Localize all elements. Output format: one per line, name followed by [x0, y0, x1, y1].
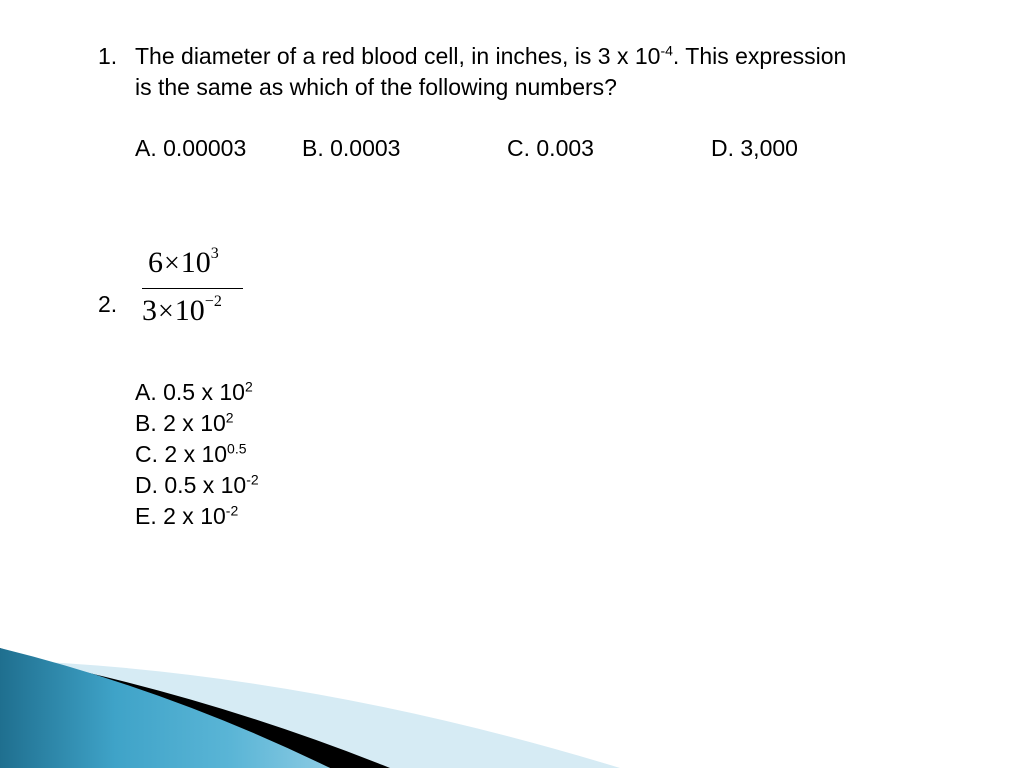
question-1-choice-d: D. 3,000	[711, 135, 798, 161]
question-1-line-2: is the same as which of the following numbers?	[135, 74, 617, 100]
numerator-coefficient: 6	[148, 246, 163, 279]
choice-e-exponent: -2	[225, 502, 239, 519]
choice-a-exponent: 2	[244, 378, 253, 395]
denominator-base: 10	[174, 294, 205, 327]
numerator-times-sign: ×	[164, 248, 180, 279]
choice-a-text: A. 0.5 x 10	[135, 379, 245, 405]
denominator-coefficient: 3	[142, 294, 157, 327]
question-1-choice-b: B. 0.0003	[302, 135, 401, 161]
denominator-exponent: −2	[204, 293, 222, 310]
choice-d-exponent: -2	[246, 471, 259, 488]
question-1-choice-c: C. 0.003	[507, 135, 594, 161]
choice-c-text: C. 2 x 10	[135, 441, 228, 467]
question-1-number: 1.	[98, 43, 118, 69]
question-1-choice-a: A. 0.00003	[135, 135, 247, 161]
numerator-exponent: 3	[210, 245, 219, 262]
choice-b-text: B. 2 x 10	[135, 410, 226, 436]
denominator-times-sign: ×	[158, 296, 174, 327]
question-2-number: 2.	[98, 291, 118, 317]
choice-d-text: D. 0.5 x 10	[135, 472, 247, 498]
question-1-line-1-start: The diameter of a red blood cell, in inches, is 3 x 10	[135, 43, 661, 69]
choice-c-exponent: 0.5	[227, 440, 247, 457]
question-1-line-1-end: . This expression	[672, 43, 847, 69]
choice-e-text: E. 2 x 10	[135, 503, 226, 529]
choice-b-exponent: 2	[225, 409, 234, 426]
question-1-exponent: -4	[660, 42, 673, 59]
numerator-base: 10	[180, 246, 211, 279]
